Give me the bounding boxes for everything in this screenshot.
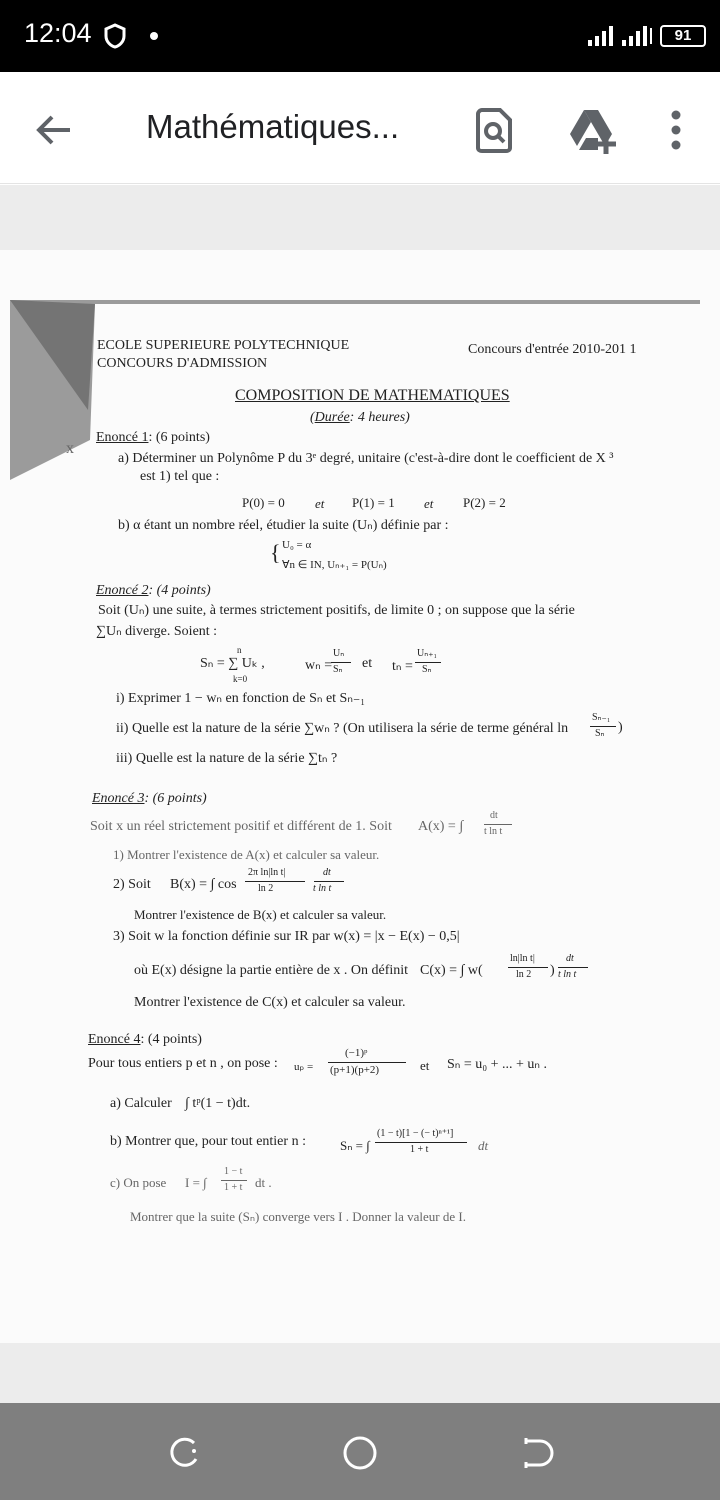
e1-a-line1: a) Déterminer un Polynôme P du 3ᵉ degré, unitaire (c'est-à-dire dont le coefficient de X ³	[118, 451, 614, 466]
e2-ln-den: Sₙ	[595, 728, 605, 739]
e1-system-2: ∀n ∈ IN, Uₙ₊₁ = P(Uₙ)	[282, 559, 387, 571]
e2-sum-upper: n	[237, 645, 242, 655]
e4-b-den: 1 + t	[410, 1144, 429, 1155]
e1-eq-p1: P(1) = 1	[352, 495, 395, 510]
status-time: 12:04	[24, 18, 92, 48]
e3-c-den: ln 2	[516, 969, 532, 980]
e2-ln-close: )	[618, 720, 623, 735]
e4-q-a: a) Calculer	[110, 1096, 172, 1111]
exam-duration: (Durée: 4 heures)	[310, 410, 410, 425]
battery-icon: 91	[660, 25, 706, 47]
fraction-bar	[415, 662, 441, 663]
e2-line2: ∑Uₙ diverge. Soient :	[96, 624, 218, 639]
e3-c-num2: dt	[566, 953, 574, 964]
e4-up-num: (−1)ᵖ	[345, 1047, 368, 1059]
e2-et: et	[362, 656, 373, 671]
e2-question-i: i) Exprimer 1 − wₙ en fonction de Sₙ et Sₙ₋₁	[116, 691, 366, 706]
e2-w-num: Uₙ	[333, 648, 345, 659]
fraction-bar	[375, 1142, 467, 1143]
e3-heading: Enoncé 3: (6 points)	[92, 791, 207, 806]
e3-a-def: A(x) = ∫	[418, 819, 464, 834]
status-bar	[0, 0, 720, 72]
e1-eq-p2: P(2) = 2	[463, 495, 506, 510]
exam-title: COMPOSITION DE MATHEMATIQUES	[235, 387, 510, 404]
e2-line1: Soit (Uₙ) une suite, à termes strictement positifs, de limite 0 ; on suppose que la série	[98, 603, 575, 618]
e4-up-den: (p+1)(p+2)	[330, 1064, 380, 1076]
document-title: Mathématiques...	[146, 108, 400, 145]
e4-c-num: 1 − t	[224, 1166, 243, 1177]
home-icon[interactable]	[340, 1433, 380, 1473]
e4-q-b: b) Montrer que, pour tout entier n :	[110, 1134, 306, 1149]
e2-t-num: Uₙ₊₁	[417, 648, 437, 659]
e4-b-num: (1 − t)[1 − (− t)ⁿ⁺¹]	[377, 1128, 454, 1139]
header-year: Concours d'entrée 2010-201 1	[468, 342, 637, 357]
e3-c-close: )	[550, 963, 555, 978]
e1-et: et	[315, 496, 325, 511]
e4-heading: Enoncé 4: (4 points)	[88, 1032, 202, 1047]
e1-b: b) α étant un nombre réel, étudier la suite (Uₙ) définie par :	[118, 518, 449, 533]
e3-q1: 1) Montrer l'existence de A(x) et calculer sa valeur.	[113, 847, 380, 862]
more-vert-icon[interactable]	[650, 104, 702, 156]
fraction-bar	[245, 881, 305, 882]
fraction-bar	[314, 881, 344, 882]
fraction-bar	[328, 1062, 406, 1063]
e4-c-i: I = ∫	[185, 1175, 207, 1190]
back-icon[interactable]	[516, 1433, 556, 1473]
signal-icon	[622, 26, 652, 46]
e1-heading: Enoncé 1: (6 points)	[96, 430, 210, 445]
e4-c-den: 1 + t	[224, 1182, 243, 1193]
signal-icon	[588, 26, 616, 46]
e4-line1: Pour tous entiers p et n , on pose :	[88, 1056, 278, 1071]
app-bar	[0, 72, 720, 184]
e2-def-s: Sₙ = ∑ Uₖ ,	[200, 656, 265, 671]
e3-a-den: t ln t	[484, 826, 503, 837]
fraction-bar	[331, 662, 351, 663]
e1-et: et	[424, 496, 434, 511]
search-document-icon[interactable]	[468, 104, 520, 156]
fraction-bar	[221, 1180, 247, 1181]
e3-q2b: Montrer l'existence de B(x) et calculer sa valeur.	[134, 907, 387, 922]
fraction-bar	[484, 824, 512, 825]
e2-t-den: Sₙ	[422, 664, 432, 675]
e3-c-def: C(x) = ∫ w(	[420, 963, 483, 978]
e3-q2: 2) Soit	[113, 877, 151, 892]
add-to-drive-icon[interactable]	[566, 104, 618, 156]
shield-icon	[104, 23, 126, 49]
header-school: ECOLE SUPERIEURE POLYTECHNIQUE	[97, 338, 350, 353]
e3-c-den2: t ln t	[558, 969, 577, 980]
recent-apps-icon[interactable]	[164, 1433, 204, 1473]
e4-q-c2: Montrer que la suite (Sₙ) converge vers I . Donner la valeur de I.	[130, 1209, 466, 1224]
margin-mark: x	[66, 440, 74, 457]
e3-q3b: où E(x) désigne la partie entière de x . On définit	[134, 963, 409, 978]
e3-b-den2: t ln t	[313, 883, 332, 894]
e2-def-w: wₙ =	[305, 658, 333, 673]
e3-q3: 3) Soit w la fonction définie sur IR par w(x) = |x − E(x) − 0,5|	[113, 929, 460, 944]
e3-line1: Soit x un réel strictement positif et différent de 1. Soit	[90, 819, 392, 834]
e2-sum-lower: k=0	[233, 674, 248, 684]
e3-b-num2: dt	[323, 867, 331, 878]
e2-question-ii: ii) Quelle est la nature de la série ∑wₙ ? (On utilisera la série de terme général ln	[116, 721, 569, 736]
e2-def-t: tₙ =	[392, 659, 413, 674]
e4-c-dt: dt .	[255, 1175, 272, 1190]
system-brace: {	[270, 540, 281, 565]
notification-dot-icon	[150, 32, 158, 40]
document-viewer[interactable]	[0, 185, 720, 1403]
e2-heading: Enoncé 2: (4 points)	[96, 583, 211, 598]
e4-sn-def: Sₙ = u₀ + ... + uₙ .	[447, 1057, 548, 1072]
e2-question-iii: iii) Quelle est la nature de la série ∑tₙ ?	[116, 751, 338, 766]
e4-et: et	[420, 1058, 430, 1073]
e3-b-def: B(x) = ∫ cos	[170, 877, 237, 892]
header-concours: CONCOURS D'ADMISSION	[97, 356, 268, 371]
e3-a-num: dt	[490, 810, 498, 821]
e3-b-num: 2π ln|ln t|	[248, 867, 286, 878]
e1-a-line2: est 1) tel que :	[140, 469, 220, 484]
e3-b-den: ln 2	[258, 883, 274, 894]
fraction-bar	[508, 967, 548, 968]
system-nav-bar	[0, 1403, 720, 1500]
e4-b-dt: dt	[478, 1138, 489, 1153]
e1-system-1: U₀ = α	[282, 539, 312, 551]
e2-w-den: Sₙ	[333, 664, 343, 675]
e4-q-c: c) On pose	[110, 1175, 167, 1190]
e4-up: uₚ =	[294, 1061, 314, 1073]
e2-ln-num: Sₙ₋₁	[592, 712, 611, 723]
e4-b-sn: Sₙ = ∫	[340, 1138, 370, 1153]
scanned-page	[0, 250, 720, 1343]
e4-a-integral: ∫ tᵖ(1 − t)dt.	[185, 1096, 251, 1111]
fraction-bar	[558, 967, 588, 968]
e3-c-num: ln|ln t|	[510, 953, 535, 964]
e1-eq-p0: P(0) = 0	[242, 495, 285, 510]
e3-q3c: Montrer l'existence de C(x) et calculer sa valeur.	[134, 995, 406, 1010]
fraction-bar	[590, 726, 616, 727]
back-arrow-icon[interactable]	[30, 106, 78, 154]
